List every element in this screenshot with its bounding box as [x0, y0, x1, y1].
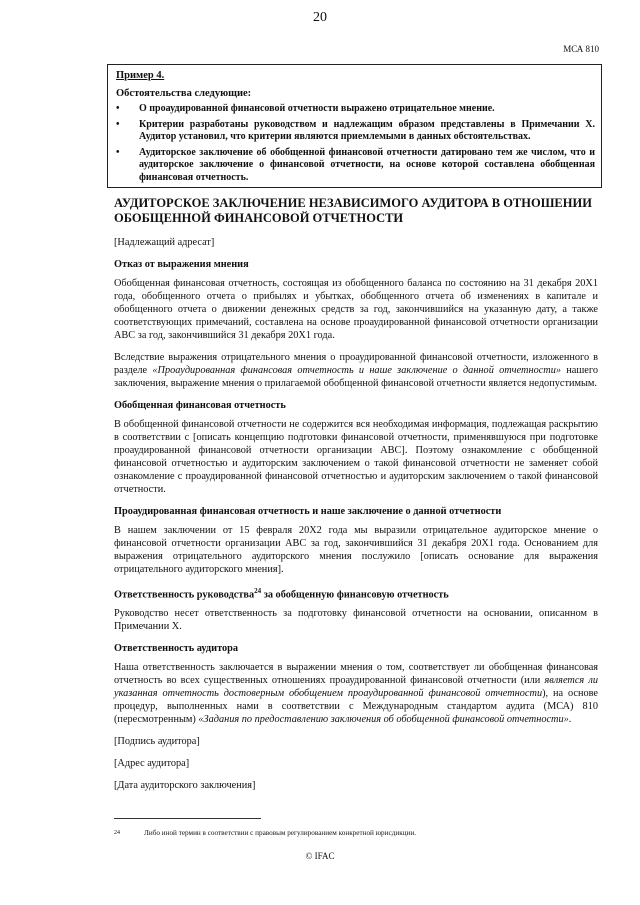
copyright: © IFAC: [305, 851, 335, 861]
bullet-icon: •: [116, 118, 120, 130]
bullet-text: О проаудированной финансовой отчетности выражено отрицательное мнение.: [139, 103, 495, 114]
footnote-divider: [114, 818, 261, 819]
report-date: [Дата аудиторского заключения]: [114, 780, 256, 792]
list-item: [116, 103, 595, 116]
list-item: [116, 147, 595, 185]
paragraph-text: .: [568, 714, 572, 726]
section-title-management: [114, 585, 598, 601]
footnote-number: 24: [114, 830, 120, 836]
section-title-auditor: Ответственность аудитора: [114, 643, 239, 655]
report-title: АУДИТОРСКОЕ ЗАКЛЮЧЕНИЕ НЕЗАВИСИМОГО АУДИТОРА В ОТНОШЕНИИ ОБОБЩЕННОЙ ФИНАНСОВОЙ ОТЧЕТНОСТИ: [114, 196, 592, 225]
paragraph: Обобщенная финансовая отчетность, состоящая из обобщенного баланса по состоянию на 31 декабря 20Х1 года, обобщенного отчета о прибылях и убытках, обобщенного отчета об изменениях в капитале и обобщенного отчета о движении денежных средств за год, закончившийся на указанную дату, а также соответствующих примечаний, составлена на основе проаудированной финансовой отчетности организации ABC за год, закончившийся 31 декабря 20Х1 года.: [114, 278, 598, 341]
standard-code: МСА 810: [563, 44, 599, 54]
footnote: [114, 828, 598, 838]
footnote-text: Либо иной термин в соответствии с правовым регулированием конкретной юрисдикции.: [144, 829, 417, 837]
example-box: [107, 64, 602, 188]
paragraph-text: ), на основе процедур, выполненных нами в соответствии с Международным стандартом аудита (МСА) 810 (пересмотренным): [114, 688, 598, 726]
addressee: [Надлежащий адресат]: [114, 237, 215, 248]
circumstances-list: [116, 103, 595, 184]
example-title: Пример 4.: [116, 70, 165, 81]
list-item: [116, 119, 595, 144]
section-title-summary: Обобщенная финансовая отчетность: [114, 400, 286, 411]
paragraph: [114, 351, 598, 390]
paragraph-text: нашего заключения, выражение мнения о прилагаемой обобщенной финансовой отчетности является недопустимым.: [114, 365, 598, 389]
paragraph: В обобщенной финансовой отчетности не содержится вся необходимая информация, подлежащая раскрытию в соответствии с [описать концепцию подготовки финансовой отчетности, применявшуюся при подготовке проаудированной финансовой отчетности организации ABC]. Поэтому ознакомление с обобщенной финансовой отчетностью и аудиторским заключением о такой финансовой отчетности не заменяет собой ознакомление с проаудированной финансовой отчетностью и аудиторским заключением о такой финансовой отчетности.: [114, 419, 598, 495]
section-title-audited: Проаудированная финансовая отчетность и наше заключение о данной отчетности: [114, 506, 502, 517]
emphasis-text: является ли указанная отчетность достоверным обобщением проаудированной финансовой отчетности: [114, 675, 598, 700]
paragraph-text: Наша ответственность заключается в выражении мнения о том, соответствует ли обобщенная финансовая отчетность во всех существенных отношениях проаудированной финансовой отчетности (или: [114, 662, 598, 687]
auditor-address: [Адрес аудитора]: [114, 758, 190, 770]
footnote-ref: 24: [254, 587, 262, 595]
bullet-icon: •: [116, 146, 120, 158]
standard-title: «Задания по предоставлению заключения об обобщенной финансовой отчетности»: [198, 714, 569, 726]
auditor-signature: [Подпись аудитора]: [114, 736, 200, 748]
bullet-text: Аудиторское заключение об обобщенной финансовой отчетности датировано тем же числом, что и аудиторское заключение о финансовой отчетности, на основе которой составлена обобщенная финансовая отчетность.: [139, 146, 595, 183]
page-number: 20: [313, 10, 327, 25]
section-title-disclaimer: Отказ от выражения мнения: [114, 259, 249, 270]
paragraph-text: Вследствие выражения отрицательного мнения о проаудированной финансовой отчетности, изложенного в разделе: [114, 352, 598, 376]
report-content: [114, 196, 598, 801]
section-title-text: за обобщенную финансовую отчетность: [261, 589, 449, 601]
bullet-icon: •: [116, 103, 120, 114]
section-title-text: Ответственность руководства: [114, 589, 255, 601]
bullet-text: Критерии разработаны руководством и надлежащим образом представлены в Примечании Х. Аудитор установил, что критерии являются приемлемыми в данных обстоятельствах.: [139, 118, 595, 142]
paragraph: Руководство несет ответственность за подготовку финансовой отчетности на основании, описанном в Примечании Х.: [114, 608, 598, 633]
circumstances-label: Обстоятельства следующие:: [116, 88, 252, 99]
section-reference: «Проаудированная финансовая отчетность и наше заключение о данной отчетности»: [152, 365, 562, 376]
paragraph: В нашем заключении от 15 февраля 20Х2 года мы выразили отрицательное аудиторское мнение о финансовой отчетности организации ABC за год, закончившийся 31 декабря 20Х1 года. Основанием для выражения отрицательного аудиторского мнения послужило [описать основание для выражения отрицательного аудиторского мнения].: [114, 525, 598, 575]
paragraph: [114, 661, 598, 726]
